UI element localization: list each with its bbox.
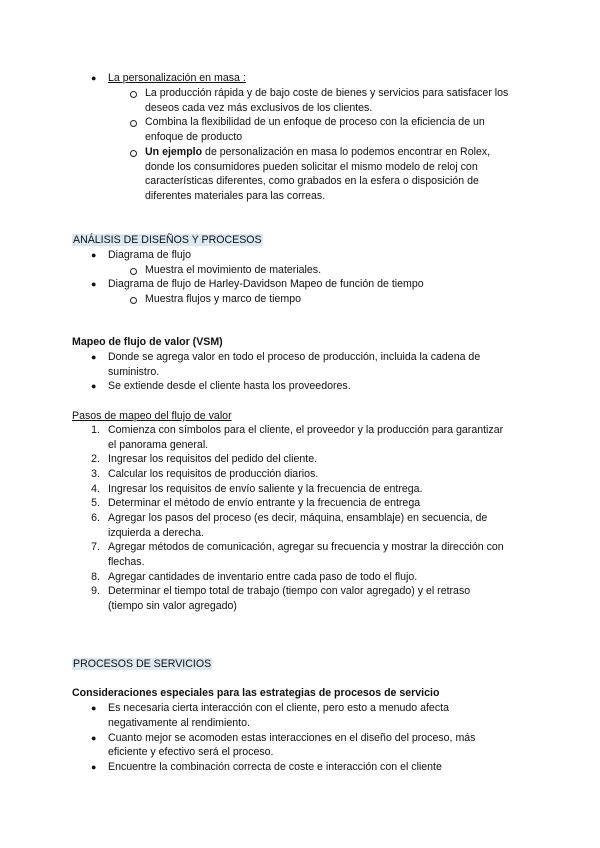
bullet-dot: ● [91,762,97,772]
servicios-item-line: negativamente al rendimiento. [108,717,250,729]
step-number: 2. [91,453,100,465]
step-number: 6. [91,512,100,524]
intro-example-line [145,145,490,160]
step-number: 1. [91,424,100,436]
bullet-dot: ● [91,352,97,362]
bullet-dot: ● [91,381,97,391]
step-line: flechas. [108,556,145,568]
intro-item-line: Combina la flexibilidad de un enfoque de proceso con la eficiencia de un [145,116,485,128]
intro-item-line: deseos cada vez más exclusivos de los clientes. [145,102,373,114]
step-line: el panorama general. [108,439,209,451]
intro-item-line: La producción rápida y de bajo coste de bienes y servicios para satisfacer los [145,87,509,99]
servicios-heading-text: PROCESOS DE SERVICIOS [73,658,212,670]
bullet-dot: ● [91,703,97,713]
hollow-bullet [130,150,137,157]
section-heading-servicios [72,657,212,672]
servicios-item-line: Encuentre la combinación correcta de coste e interacción con el cliente [108,761,442,773]
step-line: (tiempo sin valor agregado) [108,600,237,612]
step-line: Comienza con símbolos para el cliente, el proveedor y la producción para garantizar [108,424,504,436]
intro-item-line: donde los consumidores pueden solicitar el mismo modelo de reloj con [145,161,478,173]
hollow-bullet [130,297,137,304]
vsm-item-line: Donde se agrega valor en todo el proceso de producción, incluida la cadena de [108,351,481,363]
intro-item-line: diferentes materiales para las correas. [145,190,326,202]
intro-item-line: características diferentes, como grabados en la esfera o disposición de [145,175,479,187]
analisis-subitem: Muestra el movimiento de materiales. [145,264,322,276]
step-line: Ingresar los requisitos de envío saliente y la frecuencia de entrega. [108,483,423,495]
bullet-dot: ● [91,250,97,260]
bullet-dot: ● [91,73,97,83]
step-number: 4. [91,483,100,495]
intro-heading: La personalización en masa : [108,72,246,84]
step-line: Agregar los pasos del proceso (es decir, máquina, ensamblaje) en secuencia, de [108,512,488,524]
step-line: Agregar cantidades de inventario entre cada paso de todo el flujo. [108,571,418,583]
analisis-subitem: Muestra flujos y marco de tiempo [145,293,302,305]
bullet-dot: ● [91,733,97,743]
hollow-bullet [130,268,137,275]
servicios-item-line: Cuanto mejor se acomoden estas interacciones en el diseño del proceso, más [108,732,476,744]
step-line: Ingresar los requisitos del pedido del cliente. [108,453,318,465]
step-line: Calcular los requisitos de producción diarios. [108,468,319,480]
step-number: 5. [91,497,100,509]
step-number: 7. [91,541,100,553]
servicios-subheading: Consideraciones especiales para las estrategias de procesos de servicio [72,687,440,699]
vsm-heading: Mapeo de flujo de valor (VSM) [72,336,223,348]
step-line: Determinar el tiempo total de trabajo (tiempo con valor agregado) y el retraso [108,585,471,597]
step-line: Agregar métodos de comunicación, agregar su frecuencia y mostrar la dirección con [108,541,504,553]
analisis-heading-text: ANÁLISIS DE DISEÑOS Y PROCESOS [73,234,262,246]
pasos-heading: Pasos de mapeo del flujo de valor [72,410,232,422]
example-text: de personalización en masa lo podemos encontrar en Rolex, [202,146,491,158]
hollow-bullet [130,120,137,127]
step-line: Determinar el método de envío entrante y la frecuencia de entrega [108,497,421,509]
bullet-dot: ● [91,279,97,289]
analisis-item: Diagrama de flujo de Harley-Davidson Mapeo de función de tiempo [108,278,424,290]
vsm-item-line: suministro. [108,366,160,378]
step-number: 3. [91,468,100,480]
example-bold: Un ejemplo [145,146,203,158]
intro-item-line: enfoque de producto [145,131,243,143]
hollow-bullet [130,91,137,98]
servicios-item-line: Es necesaria cierta interacción con el cliente, pero esto a menudo afecta [108,702,449,714]
step-number: 8. [91,571,100,583]
step-number: 9. [91,585,100,597]
servicios-item-line: eficiente y efectivo será el proceso. [108,746,274,758]
analisis-item: Diagrama de flujo [108,249,192,261]
vsm-item-line: Se extiende desde el cliente hasta los proveedores. [108,380,351,392]
section-heading-analisis [72,233,263,248]
step-line: izquierda a derecha. [108,527,204,539]
